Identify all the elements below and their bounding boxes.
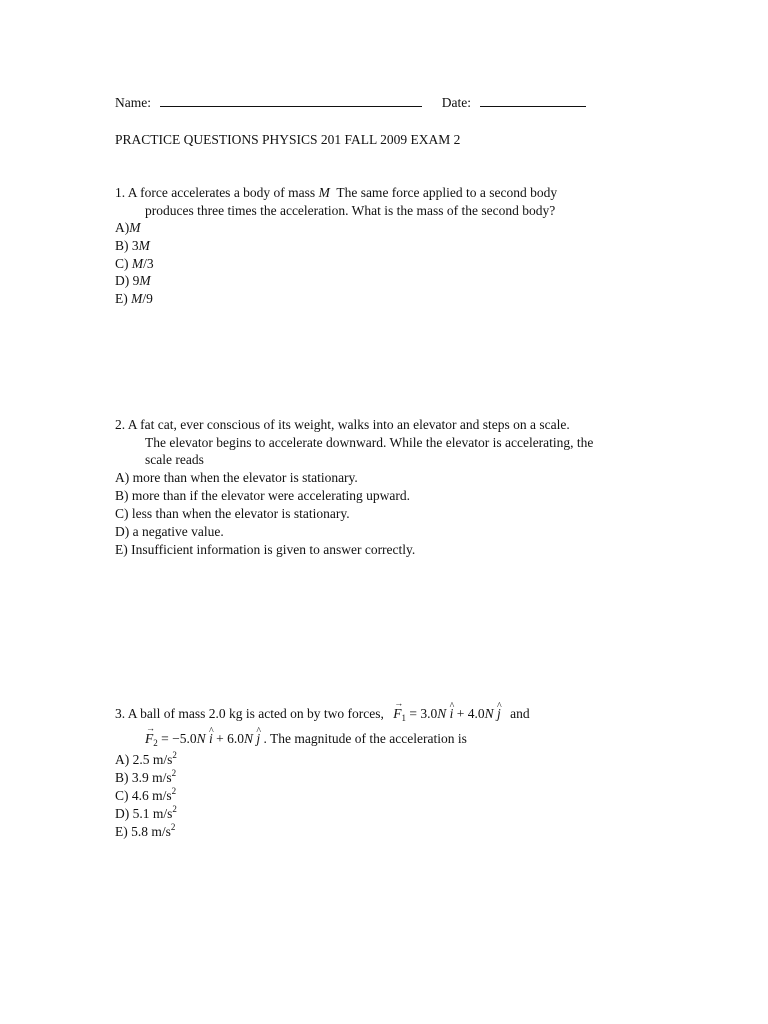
option-letter: C) bbox=[115, 256, 129, 271]
force-2-equation bbox=[145, 731, 264, 746]
option-text: less than when the elevator is stationary. bbox=[131, 506, 350, 521]
option-text: a negative value. bbox=[132, 524, 224, 539]
option-variable: M bbox=[138, 238, 150, 253]
option-text: 5.1 m/s bbox=[132, 806, 173, 821]
question-2-line-3: scale reads bbox=[145, 452, 204, 467]
unit: N bbox=[196, 731, 206, 746]
option-text: 2.5 m/s bbox=[132, 752, 173, 767]
option-letter: D) bbox=[115, 273, 130, 288]
option-letter: D) bbox=[115, 806, 130, 821]
page-title: PRACTICE QUESTIONS PHYSICS 201 FALL 2009 EXAM 2 bbox=[115, 132, 461, 147]
question-text: . The magnitude of the acceleration is bbox=[263, 731, 467, 746]
question-3-line-2 bbox=[145, 730, 467, 753]
q3-option-c[interactable] bbox=[115, 787, 176, 805]
name-field[interactable] bbox=[160, 93, 422, 107]
unit-vector: ^ j bbox=[256, 730, 260, 748]
q1-option-d[interactable] bbox=[115, 272, 151, 290]
question-text: A fat cat, ever conscious of its weight, walks into an elevator and steps on a scale. bbox=[127, 417, 570, 432]
subscript: 1 bbox=[401, 713, 406, 723]
mass-variable: M bbox=[318, 185, 330, 200]
name-label: Name: bbox=[115, 95, 151, 110]
question-text: and bbox=[510, 706, 530, 721]
option-letter: D) bbox=[115, 524, 130, 539]
question-number: 1. bbox=[115, 185, 126, 200]
force-symbol: → F bbox=[393, 705, 401, 723]
exponent: 2 bbox=[172, 804, 177, 814]
option-letter: E) bbox=[115, 824, 128, 839]
option-variable: M bbox=[129, 220, 141, 235]
force-1-equation bbox=[393, 706, 504, 721]
q3-option-b[interactable] bbox=[115, 769, 176, 787]
option-text: 3 bbox=[131, 238, 139, 253]
header-line bbox=[115, 93, 586, 112]
option-text: more than if the elevator were accelerating upward. bbox=[131, 488, 410, 503]
option-text: /3 bbox=[143, 256, 154, 271]
question-3-line-1 bbox=[115, 705, 530, 728]
exponent: 2 bbox=[170, 822, 176, 832]
option-variable: M bbox=[139, 273, 151, 288]
option-letter: B) bbox=[115, 488, 129, 503]
q2-option-d[interactable] bbox=[115, 523, 224, 541]
option-text: 3.9 m/s bbox=[131, 770, 172, 785]
equation-part: = −5.0 bbox=[161, 731, 197, 746]
q3-option-a[interactable] bbox=[115, 751, 177, 769]
q2-option-a[interactable] bbox=[115, 469, 358, 487]
question-text: The same force applied to a second body bbox=[336, 185, 558, 200]
q2-option-b[interactable] bbox=[115, 487, 410, 505]
option-text: more than when the elevator is stationary. bbox=[132, 470, 358, 485]
question-1-line-1 bbox=[115, 184, 557, 202]
unit-vector: ^ i bbox=[450, 705, 454, 723]
question-2-line-2: The elevator begins to accelerate downward. While the elevator is accelerating, the bbox=[145, 435, 594, 450]
exponent: 2 bbox=[171, 768, 177, 778]
option-variable: M bbox=[131, 291, 143, 306]
exponent: 2 bbox=[172, 750, 177, 760]
option-variable: M bbox=[131, 256, 144, 271]
option-text: 4.6 m/s bbox=[131, 788, 172, 803]
option-letter: B) bbox=[115, 770, 129, 785]
question-text: A force accelerates a body of mass bbox=[127, 185, 316, 200]
q2-option-c[interactable] bbox=[115, 505, 350, 523]
unit: N bbox=[437, 706, 447, 721]
equation-part: = 3.0 bbox=[409, 706, 438, 721]
q2-option-e[interactable] bbox=[115, 541, 415, 559]
question-2-line-1 bbox=[115, 416, 570, 434]
option-letter: A) bbox=[115, 470, 130, 485]
q1-option-b[interactable] bbox=[115, 237, 150, 255]
question-number: 2. bbox=[115, 417, 126, 432]
option-text: /9 bbox=[142, 291, 153, 306]
unit: N bbox=[484, 706, 494, 721]
equation-part: + 4.0 bbox=[456, 706, 485, 721]
equation-part: + 6.0 bbox=[216, 731, 245, 746]
option-letter: A) bbox=[115, 220, 130, 235]
q1-option-a[interactable] bbox=[115, 219, 141, 237]
option-text: Insufficient information is given to answer correctly. bbox=[131, 542, 416, 557]
exponent: 2 bbox=[171, 786, 177, 796]
force-symbol: → F bbox=[145, 730, 153, 748]
date-label: Date: bbox=[441, 95, 471, 110]
option-letter: C) bbox=[115, 506, 129, 521]
option-letter: E) bbox=[115, 291, 128, 306]
option-letter: B) bbox=[115, 238, 129, 253]
unit: N bbox=[244, 731, 254, 746]
question-1-line-2: produces three times the acceleration. What is the mass of the second body? bbox=[145, 203, 556, 218]
option-text: 5.8 m/s bbox=[131, 824, 171, 839]
date-field[interactable] bbox=[480, 93, 586, 107]
question-text: A ball of mass 2.0 kg is acted on by two forces, bbox=[127, 706, 384, 721]
q1-option-e[interactable] bbox=[115, 290, 153, 308]
option-text: 9 bbox=[132, 273, 140, 288]
unit-vector: ^ i bbox=[209, 730, 213, 748]
q3-option-e[interactable] bbox=[115, 823, 175, 841]
question-number: 3. bbox=[115, 706, 126, 721]
option-letter: C) bbox=[115, 788, 129, 803]
q1-option-c[interactable] bbox=[115, 255, 154, 273]
q3-option-d[interactable] bbox=[115, 805, 177, 823]
option-letter: A) bbox=[115, 752, 130, 767]
option-letter: E) bbox=[115, 542, 128, 557]
unit-vector: ^ j bbox=[497, 705, 501, 723]
subscript: 2 bbox=[153, 738, 158, 748]
